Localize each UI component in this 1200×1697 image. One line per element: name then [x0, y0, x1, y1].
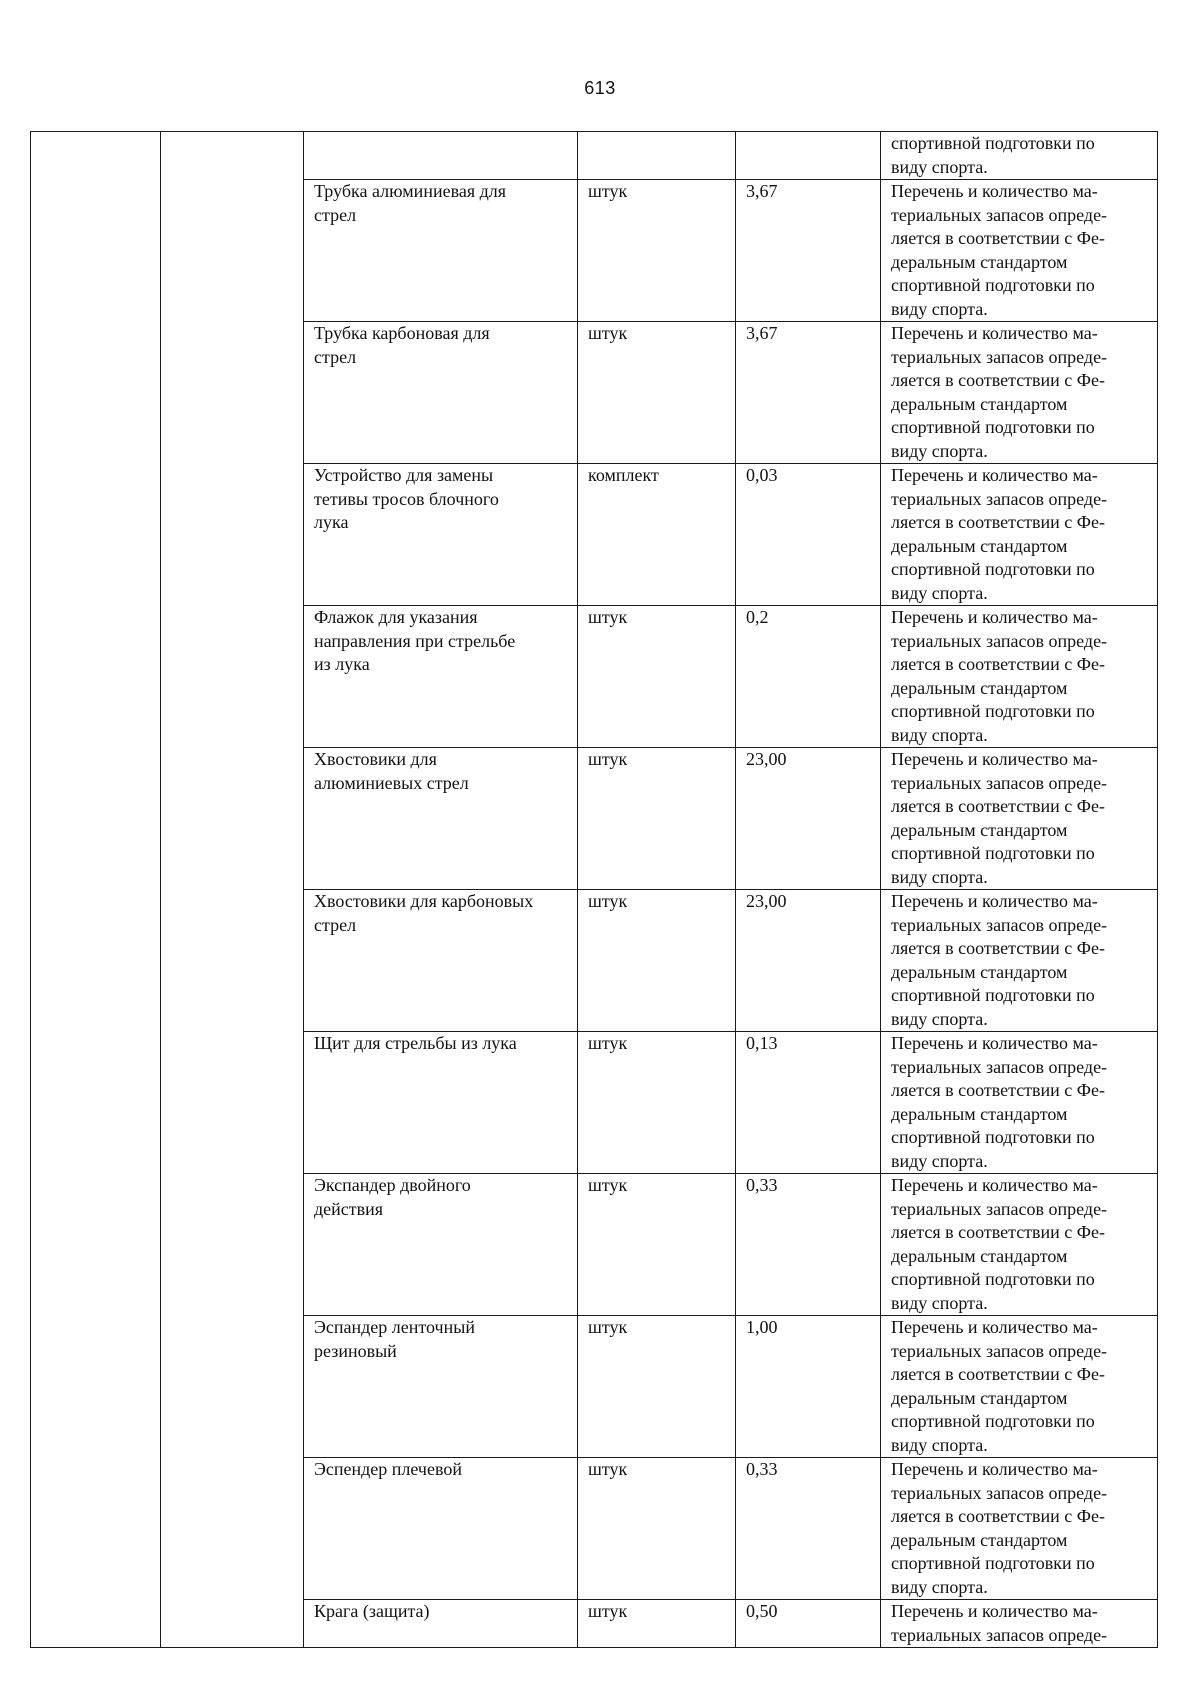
cell-name — [304, 748, 578, 890]
cell-name — [304, 464, 578, 606]
name-text: Трубка алюминиевая для стрел — [314, 181, 507, 225]
cell-unit — [578, 1032, 736, 1174]
table-row-continued — [31, 132, 1158, 180]
note-text: Перечень и количество ма- териальных запасов опреде- ляется в соответствии с Фе- деральным стандартом спортивной подготовки по виду спорта. — [891, 891, 1108, 1029]
note-text: Перечень и количество ма- териальных запасов опреде- ляется в соответствии с Фе- деральным стандартом спортивной подготовки по виду спорта. — [891, 465, 1108, 603]
quantity-text: 0,03 — [746, 465, 778, 485]
name-text: Хвостовики для карбоновых стрел — [314, 891, 534, 935]
unit-text: штук — [588, 1033, 628, 1053]
cell-quantity-empty — [736, 132, 881, 180]
quantity-text: 0,33 — [746, 1459, 778, 1479]
cell-name — [304, 890, 578, 1032]
cell-name — [304, 1032, 578, 1174]
merged-cell-category — [161, 132, 304, 1648]
unit-text: штук — [588, 607, 628, 627]
cell-note — [881, 1174, 1158, 1316]
note-text: Перечень и количество ма- териальных запасов опреде- — [891, 1601, 1108, 1645]
page-number: 613 — [584, 78, 616, 98]
cell-quantity — [736, 180, 881, 322]
note-text: спортивной подготовки по виду спорта. — [891, 133, 1095, 177]
unit-text: штук — [588, 1459, 628, 1479]
cell-quantity — [736, 748, 881, 890]
cell-quantity — [736, 1600, 881, 1648]
unit-text: штук — [588, 1601, 628, 1621]
equipment-table — [30, 131, 1158, 1648]
cell-unit — [578, 606, 736, 748]
cell-name — [304, 322, 578, 464]
cell-quantity — [736, 1458, 881, 1600]
note-text: Перечень и количество ма- териальных запасов опреде- ляется в соответствии с Фе- деральным стандартом спортивной подготовки по виду спорта. — [891, 1459, 1108, 1597]
cell-note — [881, 464, 1158, 606]
quantity-text: 0,2 — [746, 607, 769, 627]
quantity-text: 1,00 — [746, 1317, 778, 1337]
cell-unit — [578, 1174, 736, 1316]
unit-text: штук — [588, 749, 628, 769]
unit-text: штук — [588, 1317, 628, 1337]
cell-note — [881, 322, 1158, 464]
cell-unit — [578, 1600, 736, 1648]
cell-note — [881, 748, 1158, 890]
quantity-text: 23,00 — [746, 749, 787, 769]
cell-note — [881, 132, 1158, 180]
cell-name — [304, 606, 578, 748]
name-text: Флажок для указания направления при стрельбе из лука — [314, 607, 516, 674]
cell-name — [304, 1600, 578, 1648]
note-text: Перечень и количество ма- териальных запасов опреде- ляется в соответствии с Фе- деральным стандартом спортивной подготовки по виду спорта. — [891, 1175, 1108, 1313]
cell-note — [881, 180, 1158, 322]
name-text: Щит для стрельбы из лука — [314, 1033, 517, 1053]
unit-text: штук — [588, 1175, 628, 1195]
note-text: Перечень и количество ма- териальных запасов опреде- ляется в соответствии с Фе- деральным стандартом спортивной подготовки по виду спорта. — [891, 323, 1108, 461]
name-text: Экспандер двойного действия — [314, 1175, 471, 1219]
cell-quantity — [736, 1032, 881, 1174]
cell-name — [304, 1316, 578, 1458]
cell-unit — [578, 322, 736, 464]
cell-note — [881, 606, 1158, 748]
note-text: Перечень и количество ма- териальных запасов опреде- ляется в соответствии с Фе- деральным стандартом спортивной подготовки по виду спорта. — [891, 607, 1108, 745]
cell-unit — [578, 890, 736, 1032]
quantity-text: 23,00 — [746, 891, 787, 911]
name-text: Трубка карбоновая для стрел — [314, 323, 490, 367]
cell-quantity — [736, 890, 881, 1032]
cell-unit — [578, 748, 736, 890]
cell-quantity — [736, 1316, 881, 1458]
quantity-text: 0,13 — [746, 1033, 778, 1053]
cell-name — [304, 180, 578, 322]
unit-text: штук — [588, 181, 628, 201]
cell-note — [881, 1032, 1158, 1174]
name-text: Устройство для замены тетивы тросов блочного лука — [314, 465, 499, 532]
note-text: Перечень и количество ма- териальных запасов опреде- ляется в соответствии с Фе- деральным стандартом спортивной подготовки по виду спорта. — [891, 749, 1108, 887]
cell-note — [881, 1458, 1158, 1600]
quantity-text: 3,67 — [746, 323, 778, 343]
unit-text: штук — [588, 891, 628, 911]
quantity-text: 3,67 — [746, 181, 778, 201]
name-text: Эспандер ленточный резиновый — [314, 1317, 475, 1361]
cell-note — [881, 1316, 1158, 1458]
note-text: Перечень и количество ма- териальных запасов опреде- ляется в соответствии с Фе- деральным стандартом спортивной подготовки по виду спорта. — [891, 1033, 1108, 1171]
quantity-text: 0,50 — [746, 1601, 778, 1621]
name-text: Эспендер плечевой — [314, 1459, 462, 1479]
cell-note — [881, 890, 1158, 1032]
unit-text: комплект — [588, 465, 659, 485]
unit-text: штук — [588, 323, 628, 343]
merged-cell-number — [31, 132, 161, 1648]
cell-unit — [578, 1316, 736, 1458]
cell-unit — [578, 1458, 736, 1600]
cell-quantity — [736, 606, 881, 748]
cell-unit — [578, 180, 736, 322]
cell-name — [304, 1174, 578, 1316]
cell-quantity — [736, 322, 881, 464]
cell-name — [304, 1458, 578, 1600]
note-text: Перечень и количество ма- териальных запасов опреде- ляется в соответствии с Фе- деральным стандартом спортивной подготовки по виду спорта. — [891, 1317, 1108, 1455]
name-text: Хвостовики для алюминиевых стрел — [314, 749, 469, 793]
cell-quantity — [736, 1174, 881, 1316]
cell-name-empty — [304, 132, 578, 180]
cell-quantity — [736, 464, 881, 606]
cell-unit-empty — [578, 132, 736, 180]
note-text: Перечень и количество ма- териальных запасов опреде- ляется в соответствии с Фе- деральным стандартом спортивной подготовки по виду спорта. — [891, 181, 1108, 319]
cell-unit — [578, 464, 736, 606]
name-text: Крага (защита) — [314, 1601, 430, 1621]
quantity-text: 0,33 — [746, 1175, 778, 1195]
cell-note — [881, 1600, 1158, 1648]
